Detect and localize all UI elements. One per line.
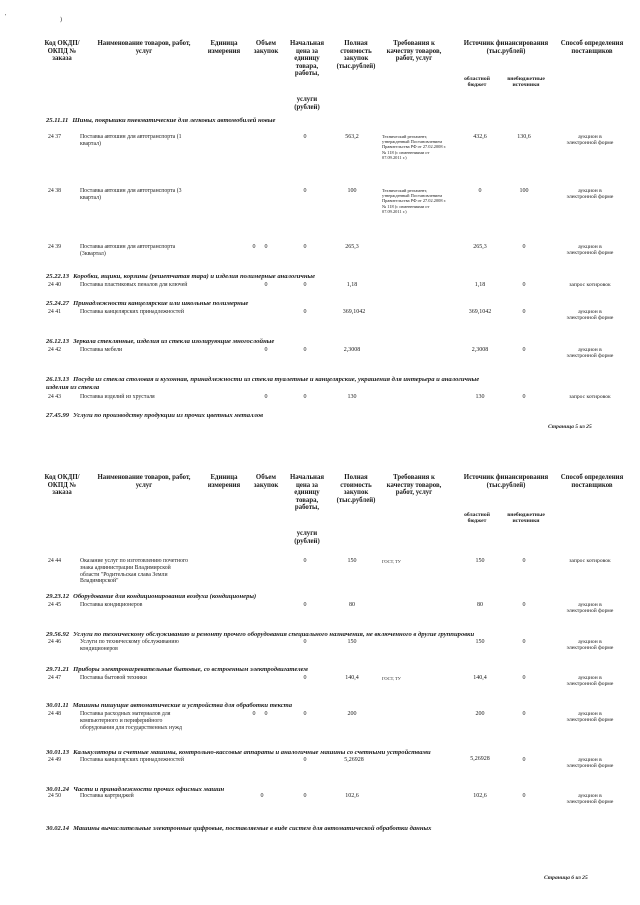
procurement-method: аукцион в электронной форме <box>566 244 614 257</box>
item-name: Поставка пластиковых пеналов для ключей <box>80 282 188 288</box>
item-name: Поставка автошин для автотранспорта (1 квартал) <box>80 134 182 147</box>
header-price-unit: услуги (рублей) <box>294 530 320 545</box>
header-source: Источник финансирования (тыс.рублей) <box>463 40 549 55</box>
section-heading: 25.24.27 Принадлежности канцелярские или школьные полимерные <box>46 300 249 307</box>
total: 200 <box>347 711 357 717</box>
external-sources: 0 <box>522 757 526 763</box>
item-name: Поставка мебели <box>80 347 123 353</box>
price: 0 <box>303 793 307 799</box>
total: 150 <box>347 558 357 564</box>
requirements: ГОСТ, ТУ <box>382 676 401 681</box>
volume: 0 <box>264 711 268 717</box>
order-number: 24 43 <box>48 394 62 400</box>
order-number: 24 41 <box>48 309 62 315</box>
item-name: Поставка автошин для автотранспорта (3 квартал) <box>80 188 182 201</box>
procurement-method: аукцион в электронной форме <box>566 134 614 147</box>
procurement-method: аукцион в электронной форме <box>566 757 614 770</box>
total: 1,18 <box>346 282 358 288</box>
procurement-method: запрос котировок <box>569 394 611 400</box>
scan-mark-left: ' <box>5 14 7 20</box>
price: 0 <box>303 675 307 681</box>
order-number: 24 37 <box>48 134 62 140</box>
order-number: 24 38 <box>48 188 62 194</box>
external-sources: 0 <box>522 282 526 288</box>
item-name: Поставка канцелярских принадлежностей <box>80 309 184 315</box>
header-total: Полная стоимость закупок (тыс.рублей) <box>336 40 376 70</box>
price: 0 <box>303 347 307 353</box>
volume: 0 <box>264 244 268 250</box>
item-name: Поставка расходных материалов для компьютерного и периферийного оборудования для государственных нужд <box>80 711 182 731</box>
regional-budget: 150 <box>475 639 485 645</box>
unit: 0 <box>260 793 264 799</box>
item-name: Поставка канцелярских принадлежностей <box>80 757 184 763</box>
header-source: Источник финансирования (тыс.рублей) <box>463 474 549 489</box>
section-heading: 27.45.99 Услуги по производству продукции из прочих цветных металлов <box>46 412 264 419</box>
price: 0 <box>303 711 307 717</box>
total: 102,6 <box>345 793 359 799</box>
requirements: Технический регламент, утвержденный Постановлением Правительства РФ от 27.02.2008 г. № 118 (с изменениями от 07.09.2011 г.) <box>382 188 447 214</box>
procurement-method: аукцион в электронной форме <box>566 793 614 806</box>
order-number: 24 50 <box>48 793 62 799</box>
total: 150 <box>347 639 357 645</box>
order-number: 24 42 <box>48 347 62 353</box>
unit: 0 <box>252 711 256 717</box>
page-6 <box>0 450 640 905</box>
price: 0 <box>303 602 307 608</box>
external-sources: 0 <box>522 602 526 608</box>
external-sources: 0 <box>522 639 526 645</box>
regional-budget: 5,26928 <box>470 756 490 762</box>
external-sources: 100 <box>519 188 529 194</box>
volume: 0 <box>264 347 268 353</box>
header-source-regional: областной бюджет <box>464 512 490 525</box>
item-name: Услуги по техническому обслуживанию кондиционеров <box>80 639 179 652</box>
procurement-method: запрос котировок <box>569 282 611 288</box>
order-number: 24 45 <box>48 602 62 608</box>
header-source-external: внебюджетные источники <box>507 512 545 525</box>
header-price-unit: услуги (рублей) <box>294 96 320 111</box>
regional-budget: 432,6 <box>473 134 487 140</box>
price: 0 <box>303 757 307 763</box>
header-requirements: Требования к качеству товаров, работ, услуг <box>386 40 442 63</box>
section-heading: 29.23.12 Оборудование для кондиционирования воздуха (кондиционеры) <box>46 593 257 600</box>
external-sources: 0 <box>522 244 526 250</box>
header-name: Наименование товаров, работ, услуг <box>97 40 191 55</box>
header-code: Код ОКДП/ ОКПД № заказа <box>44 474 80 497</box>
section-heading: 25.22.13 Коробки, ящики, корзины (решетчатая тара) и изделия полимерные аналогичные <box>46 273 316 280</box>
procurement-method: аукцион в электронной форме <box>566 675 614 688</box>
regional-budget: 140,4 <box>473 675 487 681</box>
page-5 <box>0 0 640 450</box>
volume: 0 <box>264 394 268 400</box>
item-name: Поставка кондиционеров <box>80 602 143 608</box>
external-sources: 0 <box>522 558 526 564</box>
external-sources: 0 <box>522 793 526 799</box>
item-name: Поставка автошин для автотранспорта (3квартал) <box>80 244 176 257</box>
external-sources: 0 <box>522 675 526 681</box>
requirements: ГОСТ, ТУ <box>382 559 401 564</box>
volume: 0 <box>264 282 268 288</box>
procurement-method: аукцион в электронной форме <box>566 309 614 322</box>
regional-budget: 265,3 <box>473 244 487 250</box>
procurement-method: аукцион в электронной форме <box>566 188 614 201</box>
price: 0 <box>303 558 307 564</box>
external-sources: 0 <box>522 347 526 353</box>
header-requirements: Требования к качеству товаров, работ, услуг <box>386 474 442 497</box>
total: 130 <box>347 394 357 400</box>
price: 0 <box>303 309 307 315</box>
regional-budget: 1,18 <box>474 282 486 288</box>
procurement-method: аукцион в электронной форме <box>566 711 614 724</box>
external-sources: 130,6 <box>517 134 531 140</box>
header-price: Начальная цена за единицу товара, работы, <box>289 474 325 512</box>
order-number: 24 44 <box>48 558 62 564</box>
total: 140,4 <box>345 675 359 681</box>
header-source-external: внебюджетные источники <box>507 76 545 89</box>
header-code: Код ОКДП/ ОКПД № заказа <box>44 40 80 63</box>
section-heading-cont: изделия из стекла <box>46 384 100 391</box>
header-unit: Единица измерения <box>207 40 241 55</box>
external-sources: 0 <box>522 394 526 400</box>
header-price: Начальная цена за единицу товара, работы, <box>289 40 325 78</box>
header-total: Полная стоимость закупок (тыс.рублей) <box>336 474 376 504</box>
section-heading: 25.11.11 Шины, покрышки пневматические для легковых автомобилей новые <box>46 117 276 124</box>
order-number: 24 39 <box>48 244 62 250</box>
header-source-regional: областной бюджет <box>464 76 490 89</box>
item-name: Поставка картриджей <box>80 793 134 799</box>
total: 369,1042 <box>342 309 366 315</box>
regional-budget: 2,3008 <box>471 347 489 353</box>
procurement-method: запрос котировок <box>569 558 611 564</box>
external-sources: 0 <box>522 711 526 717</box>
total: 80 <box>349 602 355 608</box>
total: 265,3 <box>345 244 359 250</box>
regional-budget: 80 <box>477 602 483 608</box>
order-number: 24 49 <box>48 757 62 763</box>
header-unit: Единица измерения <box>207 474 241 489</box>
section-heading: 30.01.24 Части и принадлежности прочих офисных машин <box>46 786 225 793</box>
order-number: 24 46 <box>48 639 62 645</box>
external-sources: 0 <box>522 309 526 315</box>
header-name: Наименование товаров, работ, услуг <box>97 474 191 489</box>
section-heading: 29.71.21 Приборы электронагревательные бытовые, со встроенным электродвигателем <box>46 666 308 673</box>
item-name: Поставка изделий из хрусталя <box>80 394 155 400</box>
price: 0 <box>303 639 307 645</box>
page-number: Страница 6 из 25 <box>544 875 588 881</box>
procurement-method: аукцион в электронной форме <box>566 602 614 615</box>
scan-mark-right: ) <box>60 17 62 23</box>
total: 100 <box>347 188 357 194</box>
price: 0 <box>303 282 307 288</box>
section-heading: 29.56.92 Услуги по техническому обслуживанию и ремонту прочего оборудования специального назначения, не включенного в другие группировки <box>46 631 475 638</box>
price: 0 <box>303 394 307 400</box>
order-number: 24 40 <box>48 282 62 288</box>
regional-budget: 102,6 <box>473 793 487 799</box>
price: 0 <box>303 188 307 194</box>
header-method: Способ определения поставщиков <box>560 474 624 489</box>
price: 0 <box>303 134 307 140</box>
header-volume: Объем закупок <box>253 40 279 55</box>
section-heading: 30.01.13 Калькуляторы и счетные машины, контрольно-кассовые аппараты и аналогичные машины со счетными устройствами <box>46 749 431 756</box>
unit: 0 <box>252 244 256 250</box>
price: 0 <box>303 244 307 250</box>
regional-budget: 200 <box>475 711 485 717</box>
item-name: Оказание услуг по изготовлению почетного знака администрации Владимирской области "Родительская слава Земли Владимирской" <box>80 558 189 585</box>
regional-budget: 150 <box>475 558 485 564</box>
regional-budget: 0 <box>478 188 482 194</box>
header-volume: Объем закупок <box>253 474 279 489</box>
page-number: Страница 5 из 25 <box>548 424 592 430</box>
header-method: Способ определения поставщиков <box>560 40 624 55</box>
regional-budget: 130 <box>475 394 485 400</box>
total: 563,2 <box>345 134 359 140</box>
section-heading: 30.01.11 Машины пишущие автоматические и устройства для обработки текста <box>46 702 293 709</box>
regional-budget: 369,1042 <box>468 309 492 315</box>
procurement-method: аукцион в электронной форме <box>566 639 614 652</box>
procurement-method: аукцион в электронной форме <box>566 347 614 360</box>
requirements: Технический регламент, утвержденный Постановлением Правительства РФ от 27.02.2008 г. № 118 (с изменениями от 07.09.2011 г.) <box>382 134 447 160</box>
total: 2,3008 <box>343 347 361 353</box>
order-number: 24 47 <box>48 675 62 681</box>
item-name: Поставка бытовой техники <box>80 675 147 681</box>
section-heading: 26.13.13 Посуда из стекла столовая и кухонная, принадлежности из стекла туалетные и канцелярские, украшения для интерьера и аналогичные <box>46 376 480 383</box>
order-number: 24 48 <box>48 711 62 717</box>
section-heading: 26.12.13 Зеркала стеклянные, изделия из стекла изолирующие многослойные <box>46 338 275 345</box>
total: 5,26928 <box>344 757 364 763</box>
section-heading: 30.02.14 Машины вычислительные электронные цифровые, поставляемые в виде систем для автоматической обработки данных <box>46 825 432 832</box>
